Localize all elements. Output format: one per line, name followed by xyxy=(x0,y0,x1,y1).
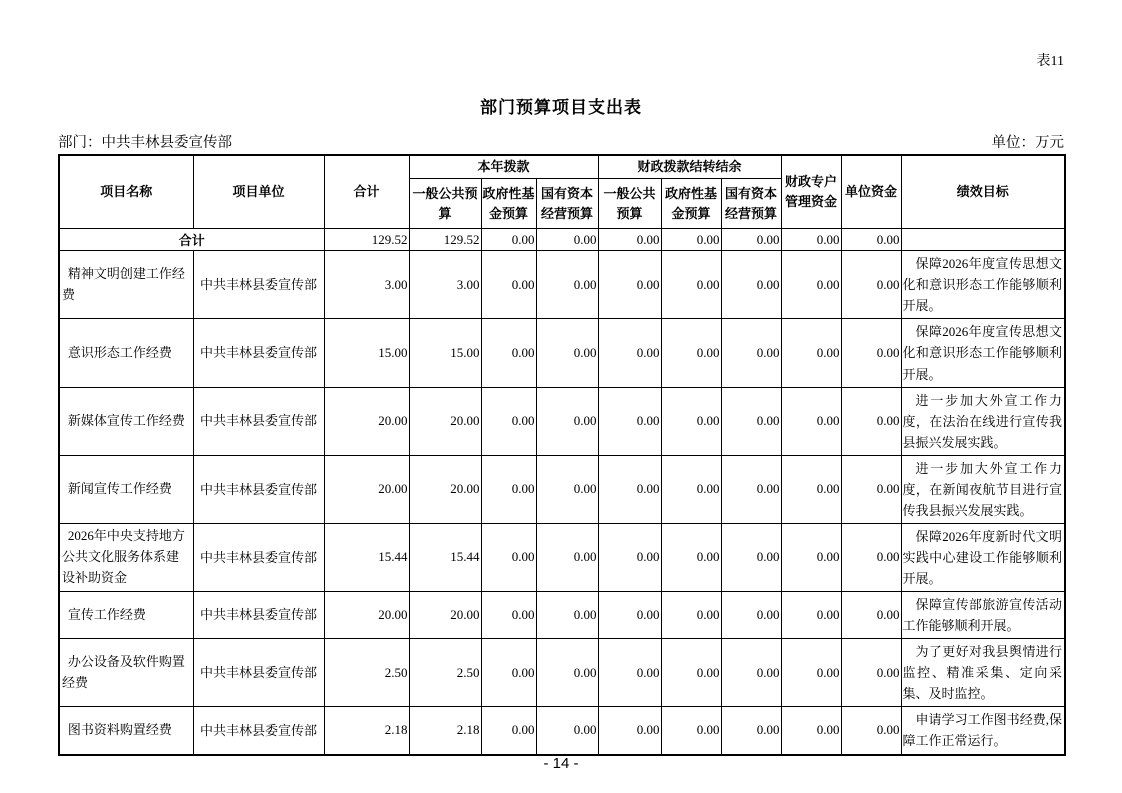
col-header-co-state-capital-budget: 国有资本经营预算 xyxy=(721,179,781,229)
amount-cell: 2.18 xyxy=(324,707,409,755)
amount-cell: 0.00 xyxy=(481,523,536,591)
amount-cell: 0.00 xyxy=(481,455,536,523)
amount-cell: 0.00 xyxy=(781,319,841,387)
department-label: 部门：中共丰林县委宣传部 xyxy=(58,135,232,152)
amount-cell: 0.00 xyxy=(481,591,536,638)
table-row xyxy=(59,591,1065,638)
col-header-cy-gov-fund-budget: 政府性基金预算 xyxy=(481,179,536,229)
amount-cell: 0.00 xyxy=(536,707,598,755)
amount-cell: 20.00 xyxy=(409,591,481,638)
amount-cell: 0.00 xyxy=(598,387,661,455)
project-unit-cell: 中共丰林县委宣传部 xyxy=(193,639,324,707)
amount-cell: 0.00 xyxy=(661,319,721,387)
header-row-groups xyxy=(59,155,1065,179)
project-unit-cell: 中共丰林县委宣传部 xyxy=(193,387,324,455)
project-name-cell: 办公设备及软件购置经费 xyxy=(59,639,193,707)
col-header-performance-target: 绩效目标 xyxy=(901,155,1065,229)
project-unit-cell: 中共丰林县委宣传部 xyxy=(193,319,324,387)
col-header-unit-funds: 单位资金 xyxy=(841,155,901,229)
amount-cell: 0.00 xyxy=(721,455,781,523)
amount-cell: 0.00 xyxy=(598,319,661,387)
col-header-cy-state-capital-budget: 国有资本经营预算 xyxy=(536,179,598,229)
amount-cell: 0.00 xyxy=(481,229,536,251)
amount-cell: 0.00 xyxy=(481,639,536,707)
amount-cell: 0.00 xyxy=(598,707,661,755)
amount-cell: 0.00 xyxy=(721,591,781,638)
project-unit-cell: 中共丰林县委宣传部 xyxy=(193,455,324,523)
budget-expenditure-table xyxy=(58,154,1066,756)
amount-cell: 20.00 xyxy=(324,455,409,523)
page-title: 部门预算项目支出表 xyxy=(480,98,642,118)
col-header-project-unit: 项目单位 xyxy=(193,155,324,229)
project-unit-cell: 中共丰林县委宣传部 xyxy=(193,591,324,638)
amount-cell: 0.00 xyxy=(841,591,901,638)
amount-cell: 0.00 xyxy=(781,229,841,251)
amount-cell: 0.00 xyxy=(721,319,781,387)
col-header-project-name: 项目名称 xyxy=(59,155,193,229)
amount-cell: 0.00 xyxy=(841,707,901,755)
amount-cell: 0.00 xyxy=(781,591,841,638)
amount-cell: 15.00 xyxy=(409,319,481,387)
amount-cell: 0.00 xyxy=(598,229,661,251)
amount-cell: 0.00 xyxy=(661,707,721,755)
amount-cell: 0.00 xyxy=(536,523,598,591)
amount-cell: 2.50 xyxy=(409,639,481,707)
col-header-co-gov-fund-budget: 政府性基金预算 xyxy=(661,179,721,229)
amount-cell: 0.00 xyxy=(721,387,781,455)
col-header-co-general-budget: 一般公共预算 xyxy=(598,179,661,229)
amount-cell: 0.00 xyxy=(781,251,841,319)
amount-cell: 0.00 xyxy=(598,639,661,707)
project-name-cell: 宣传工作经费 xyxy=(59,591,193,638)
amount-cell: 0.00 xyxy=(721,639,781,707)
amount-cell: 2.18 xyxy=(409,707,481,755)
amount-cell: 20.00 xyxy=(409,387,481,455)
amount-cell: 2.50 xyxy=(324,639,409,707)
table-row xyxy=(59,707,1065,755)
amount-cell: 0.00 xyxy=(598,523,661,591)
performance-cell xyxy=(901,229,1065,251)
amount-cell: 0.00 xyxy=(598,591,661,638)
amount-cell: 20.00 xyxy=(324,591,409,638)
project-name-cell: 图书资料购置经费 xyxy=(59,707,193,755)
amount-cell: 0.00 xyxy=(598,455,661,523)
performance-cell: 为了更好对我县舆情进行监控、精准采集、定向采集、及时监控。 xyxy=(901,639,1065,707)
amount-cell: 15.44 xyxy=(324,523,409,591)
project-name-cell: 新媒体宣传工作经费 xyxy=(59,387,193,455)
performance-cell: 申请学习工作图书经费,保障工作正常运行。 xyxy=(901,707,1065,755)
col-header-total: 合计 xyxy=(324,155,409,229)
col-header-fiscal-special-account: 财政专户管理资金 xyxy=(781,155,841,229)
performance-cell: 保障2026年度新时代文明实践中心建设工作能够顺利开展。 xyxy=(901,523,1065,591)
amount-cell: 0.00 xyxy=(781,455,841,523)
table-row xyxy=(59,455,1065,523)
performance-cell: 进一步加大外宣工作力度，在法治在线进行宣传我县振兴发展实践。 xyxy=(901,387,1065,455)
col-group-carryover: 财政拨款结转结余 xyxy=(598,155,781,179)
performance-cell: 保障2026年度宣传思想文化和意识形态工作能够顺利开展。 xyxy=(901,251,1065,319)
amount-cell: 0.00 xyxy=(781,639,841,707)
amount-cell: 3.00 xyxy=(409,251,481,319)
amount-cell: 0.00 xyxy=(721,523,781,591)
project-name-cell: 2026年中央支持地方公共文化服务体系建设补助资金 xyxy=(59,523,193,591)
amount-cell: 0.00 xyxy=(481,319,536,387)
amount-cell: 0.00 xyxy=(781,707,841,755)
amount-cell: 20.00 xyxy=(409,455,481,523)
project-unit-cell: 中共丰林县委宣传部 xyxy=(193,707,324,755)
project-unit-cell: 中共丰林县委宣传部 xyxy=(193,523,324,591)
amount-cell: 0.00 xyxy=(661,455,721,523)
table-row xyxy=(59,251,1065,319)
amount-cell: 0.00 xyxy=(536,639,598,707)
total-row-label: 合计 xyxy=(59,229,324,251)
sheet-label: 表11 xyxy=(1036,54,1064,69)
amount-cell: 0.00 xyxy=(536,229,598,251)
amount-cell: 0.00 xyxy=(781,523,841,591)
amount-cell: 0.00 xyxy=(841,229,901,251)
total-row xyxy=(59,229,1065,251)
amount-cell: 0.00 xyxy=(536,387,598,455)
amount-cell: 0.00 xyxy=(661,639,721,707)
amount-cell: 0.00 xyxy=(721,251,781,319)
amount-cell: 15.00 xyxy=(324,319,409,387)
amount-cell: 0.00 xyxy=(536,319,598,387)
performance-cell: 进一步加大外宣工作力度，在新闻夜航节目进行宣传我县振兴发展实践。 xyxy=(901,455,1065,523)
amount-cell: 0.00 xyxy=(661,523,721,591)
table-row xyxy=(59,387,1065,455)
amount-cell: 15.44 xyxy=(409,523,481,591)
col-header-cy-general-budget: 一般公共预算 xyxy=(409,179,481,229)
amount-cell: 0.00 xyxy=(661,591,721,638)
project-name-cell: 意识形态工作经费 xyxy=(59,319,193,387)
amount-cell: 0.00 xyxy=(598,251,661,319)
amount-cell: 0.00 xyxy=(481,387,536,455)
amount-cell: 0.00 xyxy=(481,251,536,319)
amount-cell: 0.00 xyxy=(661,387,721,455)
amount-cell: 129.52 xyxy=(324,229,409,251)
amount-cell: 0.00 xyxy=(661,229,721,251)
project-unit-cell: 中共丰林县委宣传部 xyxy=(193,251,324,319)
amount-cell: 0.00 xyxy=(841,455,901,523)
project-name-cell: 新闻宣传工作经费 xyxy=(59,455,193,523)
amount-cell: 0.00 xyxy=(841,639,901,707)
amount-cell: 0.00 xyxy=(841,523,901,591)
table-row xyxy=(59,319,1065,387)
amount-cell: 0.00 xyxy=(536,251,598,319)
amount-cell: 0.00 xyxy=(481,707,536,755)
amount-cell: 0.00 xyxy=(721,229,781,251)
amount-cell: 0.00 xyxy=(536,591,598,638)
amount-cell: 0.00 xyxy=(721,707,781,755)
amount-cell: 129.52 xyxy=(409,229,481,251)
performance-cell: 保障2026年度宣传思想文化和意识形态工作能够顺利开展。 xyxy=(901,319,1065,387)
page-number: - 14 - xyxy=(543,755,579,772)
meta-line xyxy=(58,135,1064,152)
col-group-current-year: 本年拨款 xyxy=(409,155,598,179)
amount-cell: 0.00 xyxy=(661,251,721,319)
amount-cell: 0.00 xyxy=(536,455,598,523)
unit-label: 单位：万元 xyxy=(991,135,1064,152)
project-name-cell: 精神文明创建工作经费 xyxy=(59,251,193,319)
table-row xyxy=(59,523,1065,591)
amount-cell: 0.00 xyxy=(841,319,901,387)
amount-cell: 3.00 xyxy=(324,251,409,319)
amount-cell: 0.00 xyxy=(841,251,901,319)
amount-cell: 0.00 xyxy=(781,387,841,455)
amount-cell: 20.00 xyxy=(324,387,409,455)
table-row xyxy=(59,639,1065,707)
performance-cell: 保障宣传部旅游宣传活动工作能够顺利开展。 xyxy=(901,591,1065,638)
amount-cell: 0.00 xyxy=(841,387,901,455)
